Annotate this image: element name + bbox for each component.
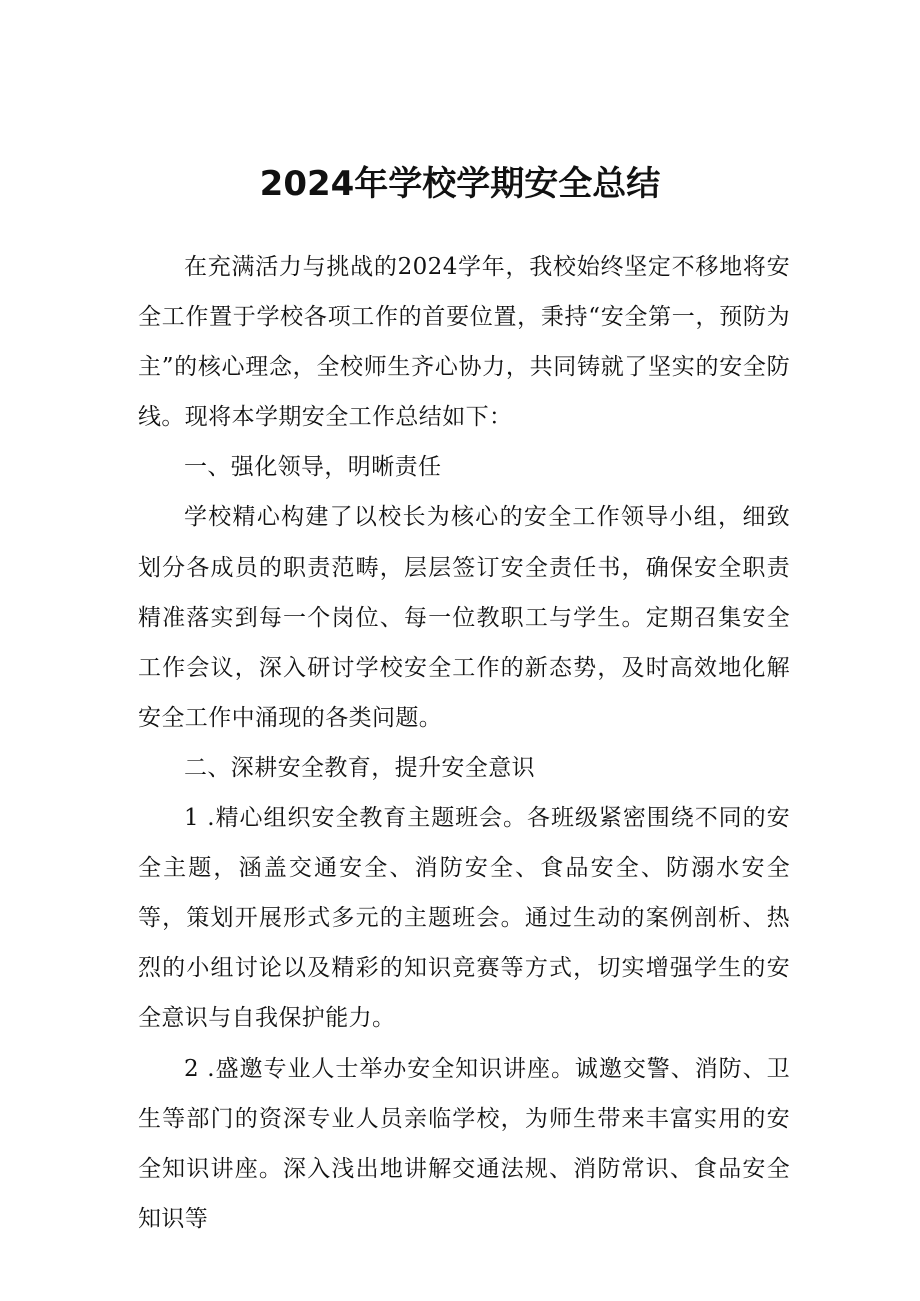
- document-body: [138, 242, 790, 1244]
- section-1-paragraph: 学校精心构建了以校长为核心的安全工作领导小组，细致划分各成员的职责范畴，层层签订安全责任书，确保安全职责精准落实到每一个岗位、每一位教职工与学生。定期召集安全工作会议，深入研讨学校安全工作的新态势，及时高效地化解安全工作中涌现的各类问题。: [138, 504, 790, 731]
- section-2-item-2: 2 .盛邀专业人士举办安全知识讲座。诚邀交警、消防、卫生等部门的资深专业人员亲临学校，为师生带来丰富实用的安全知识讲座。深入浅出地讲解交通法规、消防常识、食品安全知识等: [138, 1055, 790, 1232]
- section-heading-2: 二、深耕安全教育，提升安全意识: [184, 754, 535, 781]
- document-title: 2024年学校学期安全总结: [259, 164, 661, 204]
- section-heading-1: 一、强化领导，明晰责任: [184, 454, 442, 481]
- intro-paragraph: 在充满活力与挑战的2024学年，我校始终坚定不移地将安全工作置于学校各项工作的首要位置，秉持“安全第一，预防为主”的核心理念，全校师生齐心协力，共同铸就了坚实的安全防线。现将本学期安全工作总结如下：: [138, 254, 790, 431]
- section-2-item-1: 1 .精心组织安全教育主题班会。各班级紧密围绕不同的安全主题，涵盖交通安全、消防安全、食品安全、防溺水安全等，策划开展形式多元的主题班会。通过生动的案例剖析、热烈的小组讨论以及精彩的知识竞赛等方式，切实增强学生的安全意识与自我保护能力。: [138, 805, 790, 1032]
